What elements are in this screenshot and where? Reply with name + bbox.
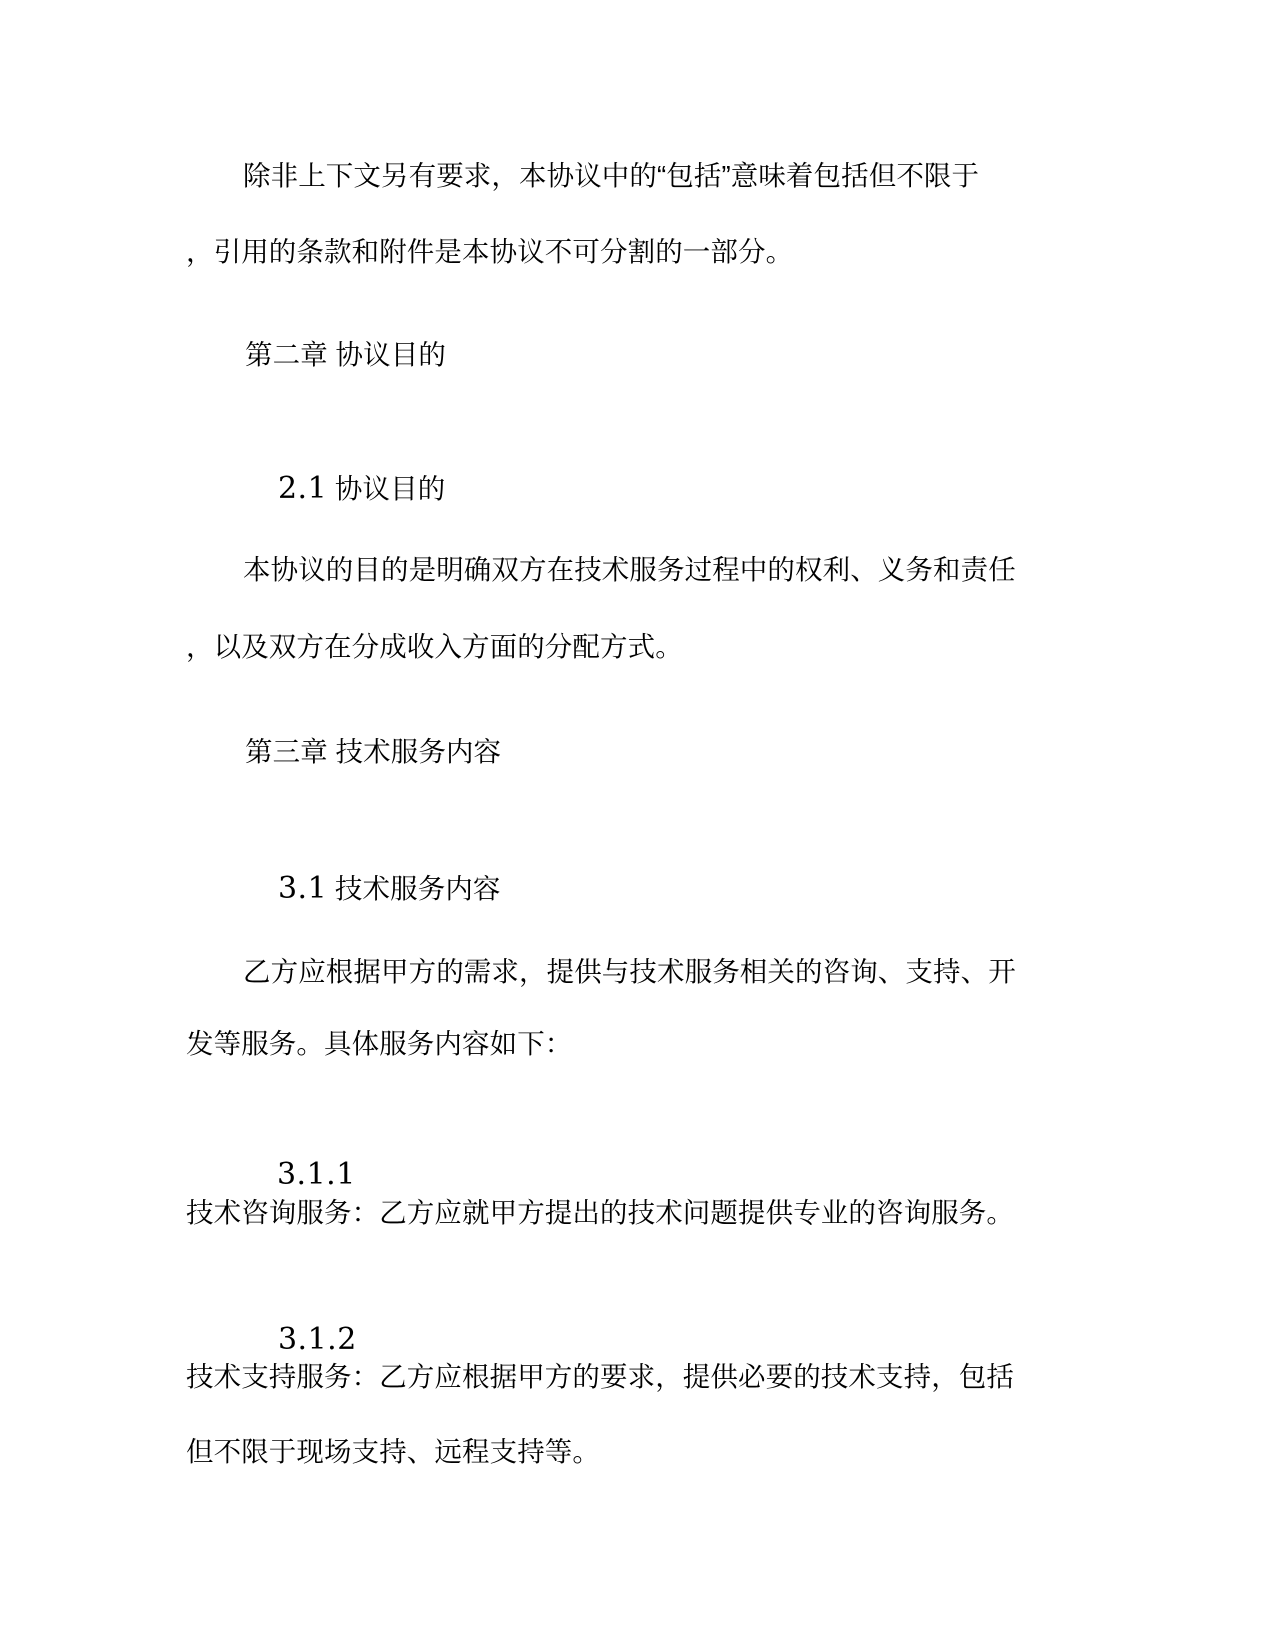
chapter-heading: 第二章 协议目的 xyxy=(245,339,446,370)
paragraph-line: 发等服务。具体服务内容如下： xyxy=(186,1028,573,1059)
section-heading xyxy=(247,846,501,931)
paragraph-line: 但不限于现场支持、远程支持等。 xyxy=(186,1436,600,1467)
paragraph-line: 技术支持服务：乙方应根据甲方的要求，提供必要的技术支持，包括 xyxy=(186,1361,1014,1392)
section-title: 协议目的 xyxy=(327,472,446,504)
chapter-heading: 第三章 技术服务内容 xyxy=(245,736,502,767)
section-heading xyxy=(247,446,445,531)
section-number: 2.1 xyxy=(277,470,328,506)
paragraph-line: 本协议的目的是明确双方在技术服务过程中的权利、义务和责任 xyxy=(243,554,1016,585)
paragraph-line: ，以及双方在分成收入方面的分配方式。 xyxy=(186,631,683,662)
section-number: 3.1 xyxy=(277,870,328,906)
clause-number-text: 3.1.2 xyxy=(277,1321,357,1357)
paragraph-line: 乙方应根据甲方的需求，提供与技术服务相关的咨询、支持、开 xyxy=(243,956,1016,987)
paragraph-line: 技术咨询服务：乙方应就甲方提出的技术问题提供专业的咨询服务。 xyxy=(186,1197,1014,1228)
section-title: 技术服务内容 xyxy=(327,872,501,904)
paragraph-line: ，引用的条款和附件是本协议不可分割的一部分。 xyxy=(186,236,794,267)
clause-number-text: 3.1.1 xyxy=(276,1156,356,1192)
paragraph-line: 除非上下文另有要求，本协议中的“包括”意味着包括但不限于 xyxy=(243,160,980,191)
